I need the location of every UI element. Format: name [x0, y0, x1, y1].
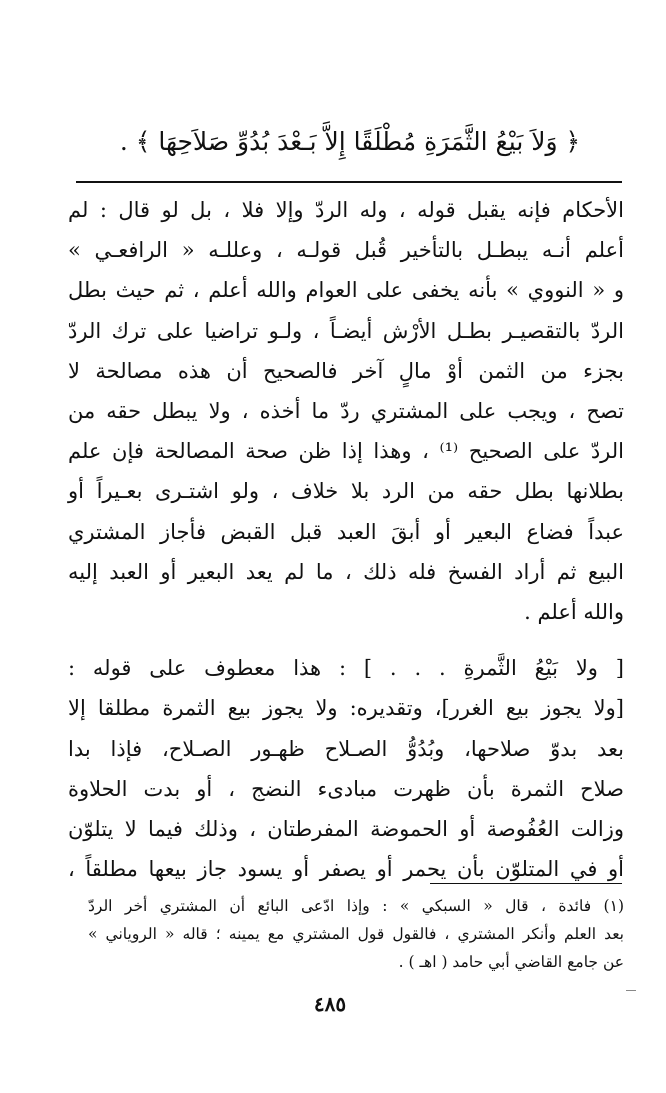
text-line: البيع ثم أراد الفسخ فله ذلك ، ما لم يعد البعير أو العبد إليه	[68, 559, 624, 584]
footnote	[88, 892, 624, 976]
footnote-rule	[430, 883, 622, 884]
paragraph-1	[68, 190, 624, 632]
text-line: الأحكام فإنه يقبل قوله ، وله الردّ وإلا فلا ، بل لو قال : لم	[68, 198, 624, 222]
text-line: [ولا يجوز بيع الغرر]، وتقديره: ولا يجوز بيع الثمرة مطلقا إلا	[68, 696, 624, 721]
footnote-line: (١) فائدة ، قال « السبكي » : وإذا ادّعى البائع أن المشتري أخر الردّ	[88, 897, 624, 915]
text-line: الردّ على الصحيح ⁽¹⁾ ، وهذا إذا ظن صحة المصالحة فإن علم	[68, 439, 625, 464]
text-line: صلاح الثمرة بأن ظهرت مبادىء النضج ، أو بدت الحلاوة	[68, 776, 624, 801]
text-line: عبداً فضاع البعير أو أبقَ العبد قبل القبض فأجاز المشتري	[68, 519, 624, 544]
paragraph-gap	[68, 632, 624, 648]
footnote-line: بعد العلم وأنكر المشتري ، فالقول قول المشتري مع يمينه ؛ قاله « الروياني »	[88, 925, 624, 943]
text-line: بجزء من الثمن أوْ مالٍ آخر فالصحيح أن هذه مصالحة لا	[68, 358, 624, 383]
text-line: بطلانها بطل حقه من الرد بلا خلاف ، ولو اشتـرى بعـيراً أو	[68, 479, 624, 504]
text-line: وزالت العُفُوصة أو الحموضة المفرطتان ، وذلك فيما لا يتلوّن	[68, 817, 624, 842]
main-text	[68, 190, 624, 889]
header-rule	[76, 181, 622, 183]
text-line: والله أعلم .	[524, 600, 624, 625]
running-head-verse: ﴿ وَلاَ بَيْعُ الثَّمَرَةِ مُطْلَقًا إِلاَّ بَـعْدَ بُدُوِّ صَلاَحِهَا ﴾ .	[119, 127, 581, 156]
text-line: بعد بدوّ صلاحها، وبُدُوُّ الصـلاح ظهـور الصـلاح، فإذا بدا	[68, 736, 624, 761]
margin-tick	[626, 990, 636, 991]
text-line: [ ولا بَيْعُ الثَّمرةِ . . . ] : هذا معطوف على قوله :	[68, 656, 624, 681]
text-line: الردّ بالتقصيـر بطـل الأرْش أيضـاً ، ولـو تراضيا على ترك الردّ	[68, 318, 624, 343]
paragraph-2	[68, 648, 624, 889]
text-line: أعلم أنـه يبطـل بالتأخير قُبل قولـه ، وعللـه « الرافعـي »	[68, 238, 624, 263]
text-line: تصح ، ويجب على المشتري ردّ ما أخذه ، ولا يبطل حقه من	[68, 399, 624, 424]
text-line: أو في المتلوّن بأن يحمر أو يصفر أو يسود جاز بيعها مطلقاً ،	[68, 857, 624, 882]
text-line: و « النووي » بأنه يخفى على العوام والله أعلم ، ثم حيث بطل	[68, 278, 624, 303]
footnote-line: عن جامع القاضي أبي حامد ( اهـ ) .	[398, 953, 624, 971]
page-number: ٤٨٥	[313, 992, 347, 1016]
